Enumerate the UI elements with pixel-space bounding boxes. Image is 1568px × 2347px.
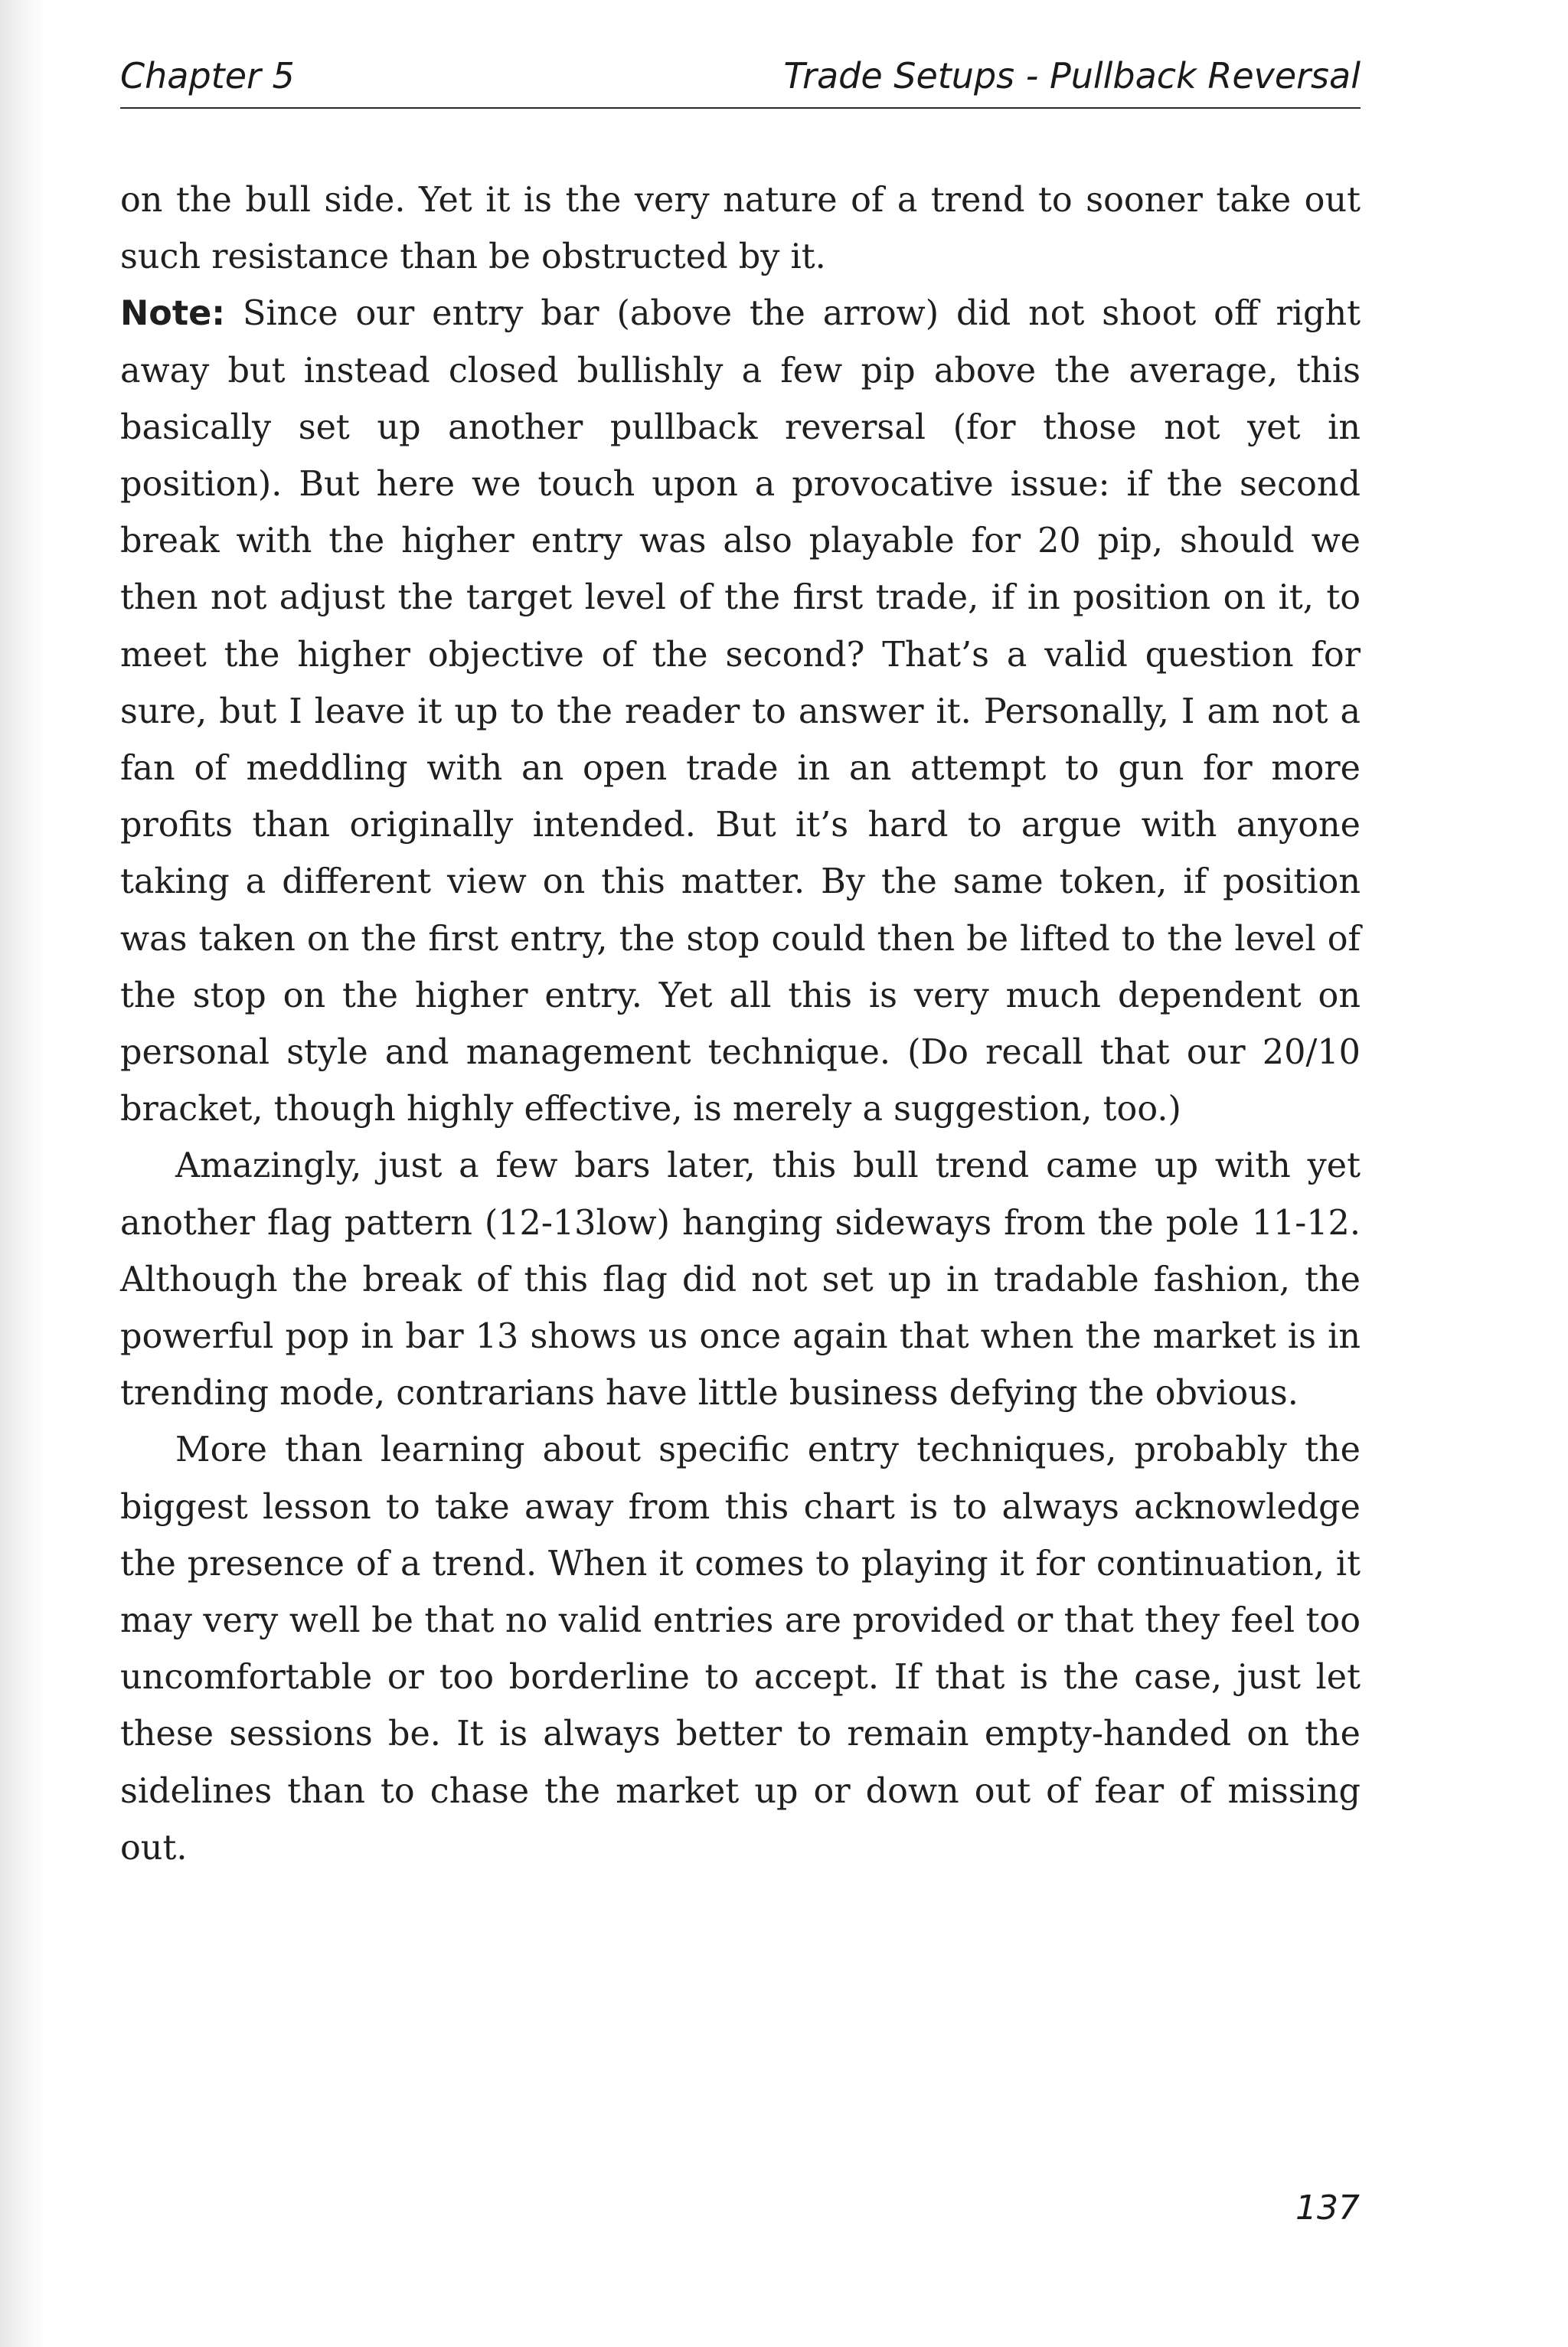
- page-number: 137: [1295, 2188, 1360, 2228]
- paragraph-3: Amazingly, just a few bars later, this bull trend came up with yet another flag pattern (12-13low) hanging sideways from the pole 11-12. Although the break of this flag did not set up in tradable fashion, the powerful pop in bar 13 shows us once again that when the market is in trending mode, contrarians have little business defying the obvious.: [120, 1146, 1361, 1414]
- note-label: Note:: [120, 294, 226, 334]
- running-head: [120, 46, 1361, 109]
- paragraph-2: [120, 286, 1361, 1138]
- gutter-shadow: [0, 0, 46, 2347]
- body-text: [120, 172, 1361, 1877]
- paragraph-4: More than learning about specific entry techniques, probably the biggest lesson to take away from this chart is to always acknowledge the presence of a trend. When it comes to playing it for continuation, it may very well be that no valid entries are provided or that they feel too uncomfortable or too borderline to accept. If that is the case, just let these sessions be. It is always better to remain empty-handed on the sidelines than to chase the market up or down out of fear of missing out.: [120, 1430, 1361, 1868]
- note-text: Since our entry bar (above the arrow) did not shoot off right away but instead closed bullishly a few pip above the average, this basically set up another pullback reversal (for those not yet in position). But here we touch upon a provocative issue: if the second break with the higher entry was also playable for 20 pip, should we then not adjust the target level of the first trade, if in position on it, to meet the higher objective of the second? That’s a valid question for sure, but I leave it up to the reader to answer it. Personally, I am not a fan of meddling with an open trade in an attempt to gun for more profits than originally intended. But it’s hard to argue with anyone taking a different view on this matter. By the same token, if position was taken on the first entry, the stop could then be lifted to the level of the stop on the higher entry. Yet all this is very much dependent on personal style and management technique. (Do recall that our 20/10 bracket, though highly effective, is merely a suggestion, too.): [120, 294, 1361, 1129]
- paragraph-1: on the bull side. Yet it is the very nature of a trend to sooner take out such resistance than be obstructed by it.: [120, 181, 1361, 277]
- chapter-label: Chapter 5: [120, 55, 295, 96]
- section-title: Trade Setups - Pullback Reversal: [783, 55, 1361, 96]
